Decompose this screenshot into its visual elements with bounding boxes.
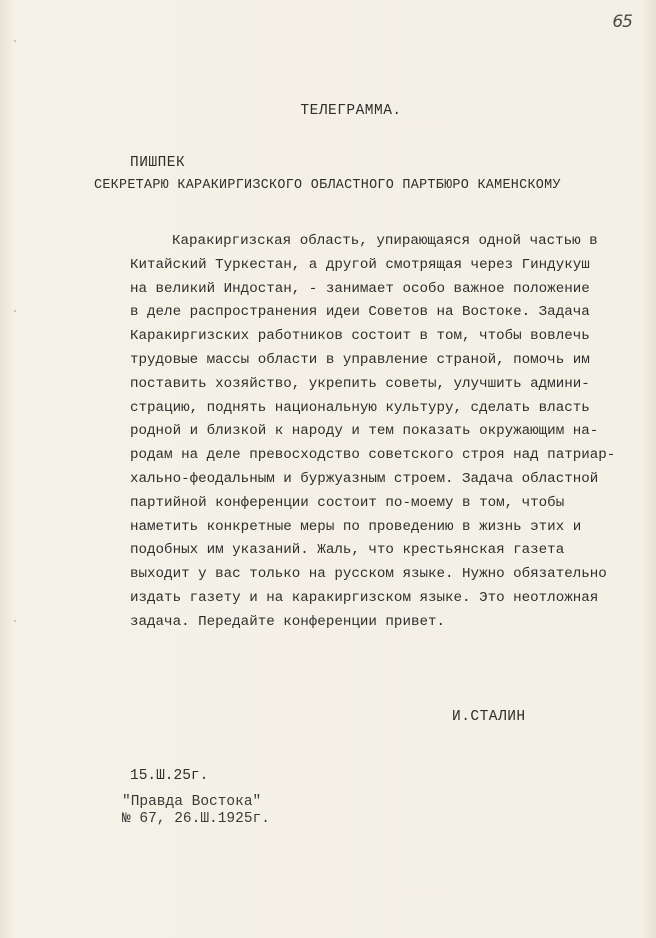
- body-line: поставить хозяйство, укрепить советы, улучшить админи-: [130, 375, 590, 392]
- body-line: наметить конкретные меры по проведению в жизнь этих и: [130, 518, 582, 535]
- body-line: Каракиргизских работников состоит в том, чтобы вовлечь: [130, 328, 590, 345]
- destination-city: ПИШПЕК: [130, 155, 186, 171]
- body-line: на великий Индостан, - занимает особо важное положение: [130, 280, 590, 297]
- body-line: трудовые массы области в управление страной, помочь им: [130, 351, 590, 368]
- signature: И.СТАЛИН: [452, 709, 526, 725]
- body-line: выходит у вас только на русском языке. Нужно обязательно: [130, 566, 607, 583]
- page-number: 65: [612, 12, 632, 32]
- addressee-line: СЕКРЕТАРЮ КАРАКИРГИЗСКОГО ОБЛАСТНОГО ПАРТБЮРО КАМЕНСКОМУ: [94, 178, 561, 193]
- body-line: Китайский Туркестан, а другой смотрящая через Гиндукуш: [130, 256, 590, 273]
- body-line: подобных им указаний. Жаль, что крестьянская газета: [130, 542, 565, 559]
- document-title: [0, 103, 656, 119]
- source-issue: № 67, 26.Ш.1925г.: [122, 811, 270, 827]
- body-line: Каракиргизская область, упирающаяся одной частью в: [172, 233, 598, 249]
- body-line: хально-феодальным и буржуазным строем. Задача областной: [130, 470, 599, 487]
- body-line: партийной конференции состоит по-моему в том, чтобы: [130, 494, 565, 511]
- body-line: страцию, поднять национальную культуру, сделать власть: [130, 399, 590, 416]
- body-line: родам на деле превосходство советского строя над патриар-: [130, 447, 616, 464]
- source-newspaper: "Правда Востока": [122, 794, 262, 810]
- body-line: в деле распространения идеи Советов на Востоке. Задача: [130, 304, 590, 321]
- body-line: родной и близкой к народу и тем показать окружающим на-: [130, 423, 599, 440]
- title-text: ТЕЛЕГРАММА.: [300, 103, 402, 119]
- body-line: задача. Передайте конференции привет.: [130, 613, 446, 630]
- body-line: издать газету и на каракиргизском языке. Это неотложная: [130, 589, 599, 606]
- date: 15.Ш.25г.: [130, 768, 209, 784]
- telegram-body: [130, 233, 650, 638]
- source-citation: [122, 794, 270, 828]
